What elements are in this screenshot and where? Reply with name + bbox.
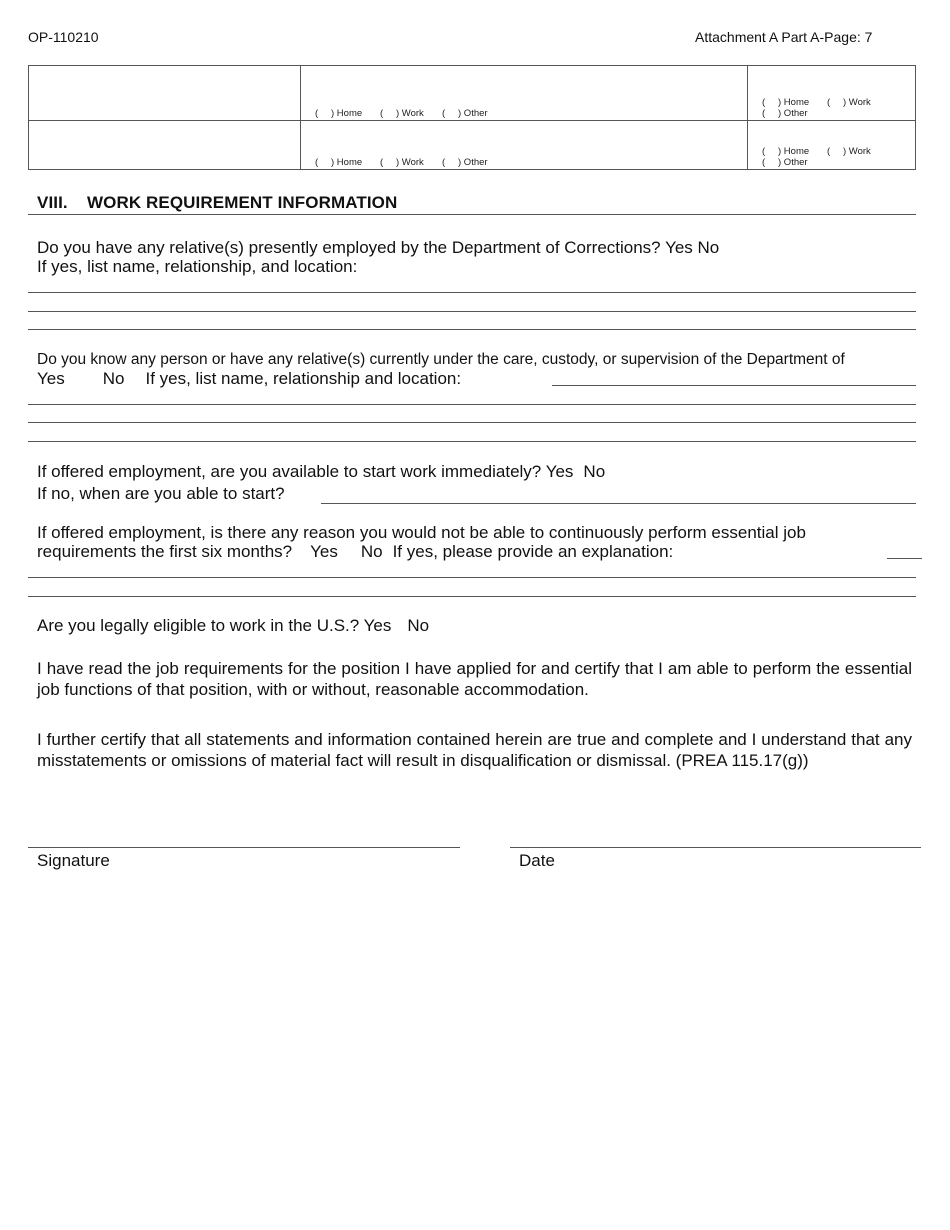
home-option[interactable]: ) Home bbox=[331, 157, 363, 168]
home-option[interactable]: ) Home bbox=[331, 108, 363, 119]
paren-open: ( bbox=[762, 97, 766, 108]
essential-job-question: If offered employment, is there any reason you would not be able to continuously perform essential job bbox=[37, 523, 806, 542]
yes-option[interactable]: Yes bbox=[545, 462, 574, 481]
paren-open: ( bbox=[762, 146, 766, 157]
paren-open: ( bbox=[315, 157, 319, 168]
no-option[interactable]: No bbox=[697, 238, 720, 257]
other-option[interactable]: ) Other bbox=[778, 157, 808, 168]
explanation-followup: If yes, please provide an explanation: bbox=[392, 542, 674, 561]
answer-line[interactable] bbox=[887, 558, 922, 559]
yes-option[interactable]: Yes bbox=[37, 369, 65, 388]
other-option[interactable]: ) Other bbox=[778, 108, 808, 119]
answer-line[interactable] bbox=[28, 441, 916, 442]
form-id: OP-110210 bbox=[28, 29, 99, 45]
date-line[interactable] bbox=[510, 847, 921, 848]
paren-open: ( bbox=[762, 157, 766, 168]
work-option[interactable]: ) Work bbox=[843, 146, 871, 157]
other-option[interactable]: ) Other bbox=[458, 108, 488, 119]
answer-line[interactable] bbox=[28, 329, 916, 330]
paren-open: ( bbox=[380, 108, 384, 119]
yes-option[interactable]: Yes bbox=[665, 238, 693, 257]
paren-open: ( bbox=[827, 97, 831, 108]
answer-line[interactable] bbox=[28, 292, 916, 293]
answer-line[interactable] bbox=[28, 577, 916, 578]
answer-line[interactable] bbox=[28, 311, 916, 312]
section-number: VIII. bbox=[37, 193, 68, 212]
answer-line[interactable] bbox=[28, 404, 916, 405]
answer-line[interactable] bbox=[28, 422, 916, 423]
custody-answer-row bbox=[37, 369, 461, 388]
start-date-followup: If no, when are you able to start? bbox=[37, 484, 285, 503]
no-option[interactable]: No bbox=[102, 369, 125, 388]
yes-option[interactable]: Yes bbox=[363, 616, 392, 635]
certification-truthfulness: I further certify that all statements and information contained herein are true and complete and I understand that any misstatements or omissions of material fact will result in disqualification or dismissal. (PREA 115.17(g)) bbox=[37, 730, 912, 770]
home-option[interactable]: ) Home bbox=[778, 97, 810, 108]
paren-open: ( bbox=[442, 108, 446, 119]
date-label: Date bbox=[519, 851, 555, 870]
paren-open: ( bbox=[315, 108, 319, 119]
start-date-line[interactable] bbox=[321, 503, 916, 504]
work-option[interactable]: ) Work bbox=[396, 108, 424, 119]
paren-open: ( bbox=[442, 157, 446, 168]
answer-line[interactable] bbox=[28, 596, 916, 597]
custody-question: Do you know any person or have any relative(s) currently under the care, custody, or supervision of the Department of bbox=[37, 351, 845, 368]
no-option[interactable]: No bbox=[407, 616, 430, 635]
paren-open: ( bbox=[380, 157, 384, 168]
relatives-employed-question: Do you have any relative(s) presently employed by the Department of Corrections? Yes No bbox=[37, 238, 720, 257]
work-option[interactable]: ) Work bbox=[396, 157, 424, 168]
custody-followup: If yes, list name, relationship and location: bbox=[145, 369, 462, 388]
paren-open: ( bbox=[827, 146, 831, 157]
paren-open: ( bbox=[762, 108, 766, 119]
section-title: WORK REQUIREMENT INFORMATION bbox=[87, 193, 398, 212]
answer-line[interactable] bbox=[552, 385, 916, 386]
work-option[interactable]: ) Work bbox=[843, 97, 871, 108]
essential-job-answer-row: requirements the first six months? Yes No If yes, please provide an explanation: bbox=[37, 542, 674, 561]
legal-eligibility-question: Are you legally eligible to work in the U.S.? Yes No bbox=[37, 616, 430, 635]
home-option[interactable]: ) Home bbox=[778, 146, 810, 157]
signature-line[interactable] bbox=[28, 847, 460, 848]
yes-option[interactable]: Yes bbox=[310, 542, 338, 561]
signature-label: Signature bbox=[37, 851, 110, 870]
page-label: Attachment A Part A-Page: 7 bbox=[695, 29, 873, 45]
certification-job-functions: I have read the job requirements for the position I have applied for and certify that I am able to perform the essential job functions of that position, with or without, reasonable accommodation. bbox=[37, 659, 912, 699]
other-option[interactable]: ) Other bbox=[458, 157, 488, 168]
no-option[interactable]: No bbox=[360, 542, 383, 561]
start-immediately-question: If offered employment, are you available to start work immediately? Yes No bbox=[37, 462, 606, 481]
relatives-employed-followup: If yes, list name, relationship, and location: bbox=[37, 257, 358, 276]
no-option[interactable]: No bbox=[583, 462, 606, 481]
